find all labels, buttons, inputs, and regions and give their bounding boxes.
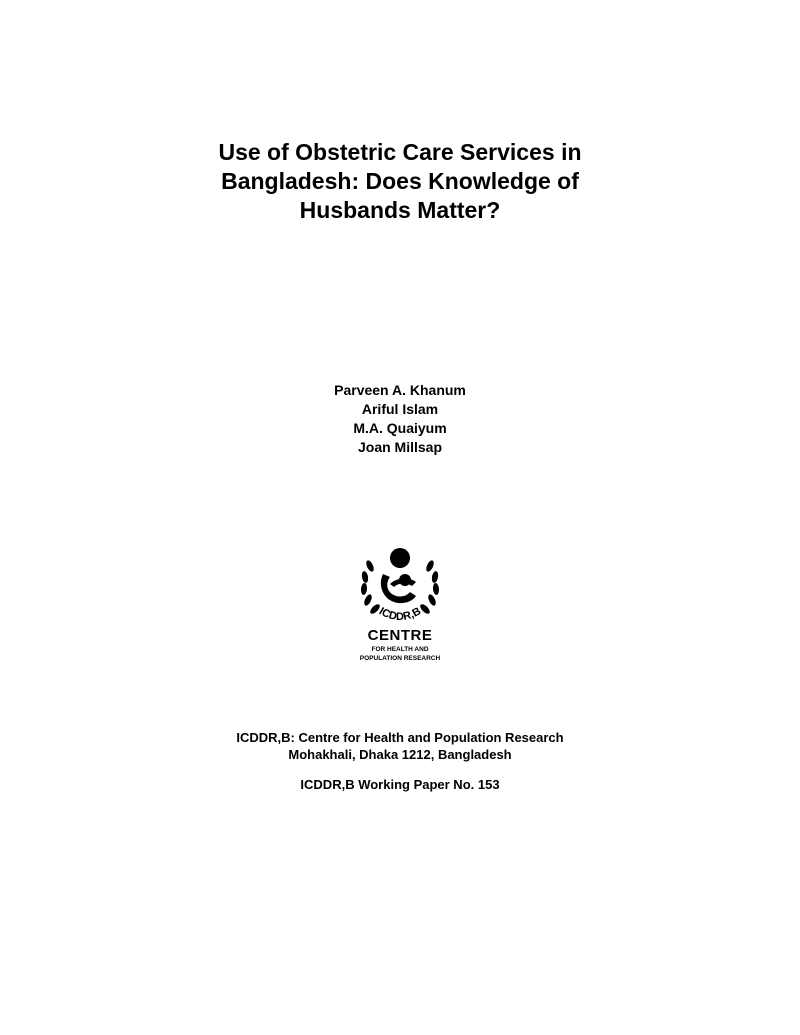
address-line: ICDDR,B: Centre for Health and Population Research [236, 730, 564, 745]
author-name: Parveen A. Khanum [334, 382, 466, 398]
author-list [200, 381, 600, 457]
author-name: Ariful Islam [361, 401, 439, 417]
institution-address [150, 729, 650, 763]
author-name: M.A. Quaiyum [353, 420, 447, 436]
logo-subtitle-line: FOR HEALTH AND [371, 646, 429, 653]
author-name: Joan Millsap [357, 439, 443, 455]
title-line: Husbands Matter? [299, 197, 501, 223]
logo-subtitle-line: POPULATION RESEARCH [359, 655, 441, 662]
logo-name: ICDDR,B [376, 605, 424, 623]
logo-centre-label: CENTRE [367, 627, 433, 644]
document-title [150, 138, 650, 225]
address-line: Mohakhali, Dhaka 1212, Bangladesh [288, 747, 512, 762]
title-line: Bangladesh: Does Knowledge of [221, 168, 579, 194]
logo-subtitle [330, 645, 470, 663]
working-paper-number: ICDDR,B Working Paper No. 153 [300, 777, 500, 792]
icddrb-emblem-icon [350, 544, 450, 628]
title-line: Use of Obstetric Care Services in [218, 139, 582, 165]
